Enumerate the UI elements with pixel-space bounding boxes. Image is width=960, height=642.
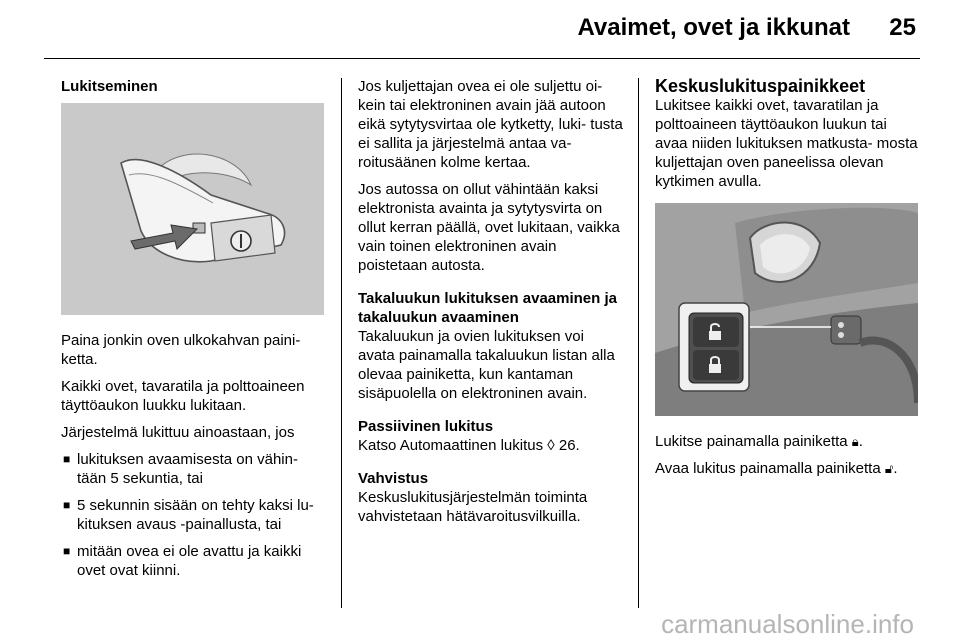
para-confirmation: Keskuslukitusjärjestelmän toiminta vahvistetaan hätävaroitusvilkuilla. [358,489,588,525]
conditions-list [61,450,326,580]
page-number: 25 [889,14,916,41]
para-passive-lock: Katso Automaattinen lukitus ◊ 26. [358,437,580,454]
para-tailgate: Takaluukun ja ovien lukituksen voi avata painamalla takaluukun listan alla olevaa painiketta, kun kantaman sisäpuolella on elektroninen avain. [358,328,615,402]
right-column [655,77,921,486]
watermark: carmanualsonline.info [661,609,914,639]
middle-column [358,77,624,534]
door-panel-illustration [655,203,918,416]
column-divider-1 [341,78,342,608]
list-item: ■ mitään ovea ei ole avattu ja kaikki ovet ovat kiinni. [63,543,302,579]
heading-passive-lock: Passiivinen lukitus [358,418,494,435]
heading-central-lock-buttons: Keskuslukituspainikkeet [655,76,866,96]
para-two-keys: Jos autossa on ollut vähintään kaksi elektronista avainta ja sytytysvirta on ollut kerran päällä, ovet lukitaan, vaikka vain toinen elektroninen avain poistetaan autosta. [358,181,620,274]
para-driver-door: Jos kuljettajan ovea ei ole suljettu oi- kein tai elektroninen avain jää autoon eikä sytytysvirtaa ole kytketty, luki- tusta ei sallita ja järjestelmä antaa va- roitusäänen kolme kertaa. [358,78,623,171]
para-all-locked: Kaikki ovet, tavaratila ja polttoaineen täyttöaukon luukku lukitaan. [61,378,305,414]
para-central-lock: Lukitsee kaikki ovet, tavaratilan ja polttoaineen täyttöaukon luukun tai avaa niiden lukituksen matkusta- mosta kuljettajan oven paneelissa olevan kytkimen avulla. [655,97,918,190]
para-lock-button: Lukitse painamalla painiketta 🔒︎. [655,433,863,450]
header-rule [44,58,920,59]
column-divider-2 [638,78,639,608]
header-title: Avaimet, ovet ja ikkunat [577,14,850,41]
door-handle-illustration [61,103,324,315]
heading-confirmation: Vahvistus [358,470,429,487]
page-header [0,0,960,60]
door-panel-icon [655,203,918,416]
heading-tailgate: Takaluukun lukituksen avaaminen ja takaluukun avaaminen [358,290,617,326]
door-handle-icon [61,103,324,315]
list-item: ■ 5 sekunnin sisään on tehty kaksi lu- kituksen avaus -painallusta, tai [63,497,314,533]
lock-open-icon: 🔓︎ [884,461,894,476]
left-column [61,77,326,588]
para-press-handle: Paina jonkin oven ulkokahvan paini- ketta. [61,332,301,368]
lock-closed-icon: 🔒︎ [851,434,859,449]
list-item: ■ lukituksen avaamisesta on vähin- tään 5 sekuntia, tai [63,451,298,487]
heading-lukitseminen: Lukitseminen [61,78,158,95]
para-unlock-button: Avaa lukitus painamalla painiketta 🔓︎. [655,460,898,477]
para-conditions-intro: Järjestelmä lukittuu ainoastaan, jos [61,424,295,441]
